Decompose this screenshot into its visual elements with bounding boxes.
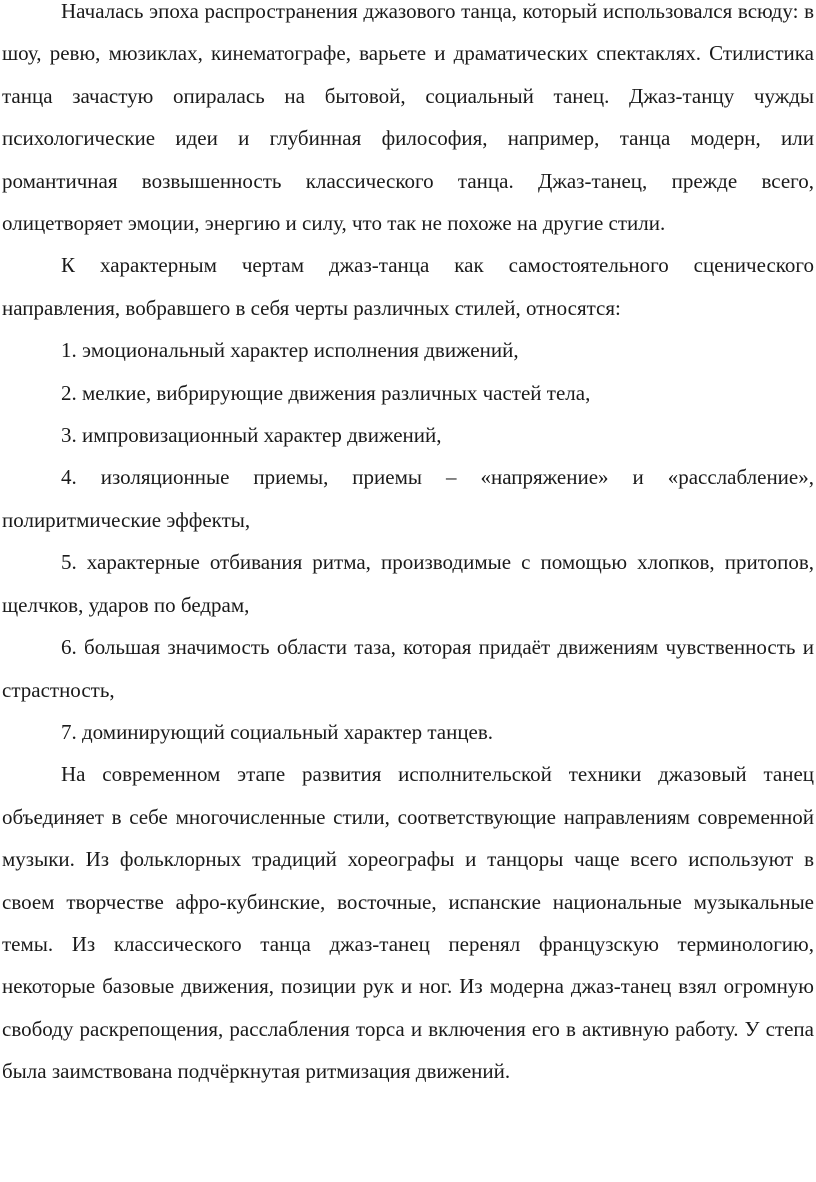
list-item-7: 7. доминирующий социальный характер танцев.: [61, 719, 494, 744]
list-item-2: 2. мелкие, вибрирующие движения различных частей тела,: [61, 380, 591, 405]
list-item-5: 5. характерные отбивания ритма, производимые с помощью хлопков, притопов, щелчков, ударов по бедрам,: [2, 550, 814, 617]
list-item-3: 3. импровизационный характер движений,: [61, 423, 442, 448]
list-item-4: 4. изоляционные приемы, приемы – «напряжение» и «расслабление», полиритмические эффекты,: [2, 465, 814, 532]
paragraph-modern-stage: На современном этапе развития исполнительской техники джазовый танец объединяет в себе многочисленные стили, соответствующие направлениям современной музыки. Из фольклорных традиций хореографы и танцоры чаще всего используют в своем творчестве афро-кубинские, восточные, испанские национальные музыкальные темы. Из классического танца джаз-танец перенял французскую терминологию, некоторые базовые движения, позиции рук и ног. Из модерна джаз-танец взял огромную свободу раскрепощения, расслабления торса и включения его в активную работу. У степа была заимствована подчёркнутая ритмизация движений.: [2, 762, 814, 1084]
list-item-1: 1. эмоциональный характер исполнения движений,: [61, 338, 519, 363]
list-item-6: 6. большая значимость области таза, которая придаёт движениям чувственность и страстность,: [2, 635, 814, 702]
paragraph-jazz-era: Началась эпоха распространения джазового танца, который использовался всюду: в шоу, ревю, мюзиклах, кинематографе, варьете и драматических спектаклях. Стилистика танца зачастую опиралась на бытовой, социальный танец. Джаз-танцу чужды психологические идеи и глубинная философия, например, танца модерн, или романтичная возвышенность классического танца. Джаз-танец, прежде всего, олицетворяет эмоции, энергию и силу, что так не похоже на другие стили.: [2, 0, 814, 236]
paragraph-characteristics-intro: К характерным чертам джаз-танца как самостоятельного сценического направления, вобравшего в себя черты различных стилей, относятся:: [2, 253, 814, 320]
